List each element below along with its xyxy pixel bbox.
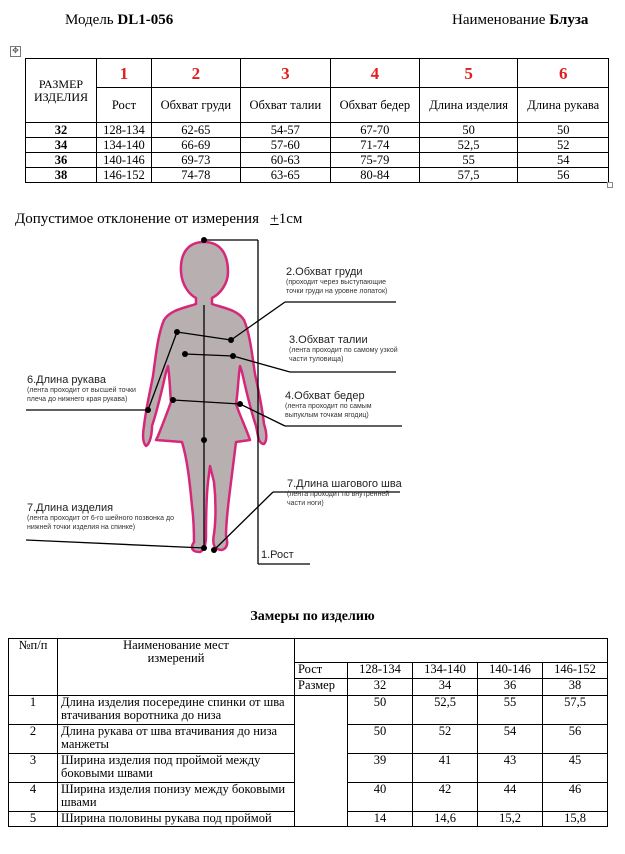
value-cell: 75-79: [330, 153, 419, 168]
tolerance-text: Допустимое отклонение от измерения: [15, 211, 259, 227]
height-value: 146-152: [543, 662, 608, 679]
height-value: 140-146: [478, 662, 543, 679]
table-row: [26, 138, 609, 153]
value-cell: 146-152: [97, 168, 152, 183]
value-cell: 52: [518, 138, 609, 153]
column-number: 1: [97, 59, 152, 88]
row-index: 1: [9, 696, 58, 725]
table-row: [9, 696, 608, 725]
value-cell: 66-69: [151, 138, 240, 153]
value-cell: 62-65: [151, 123, 240, 138]
row-value: 57,5: [543, 696, 608, 725]
value-cell: 54-57: [240, 123, 330, 138]
index-header: №п/п: [9, 639, 58, 696]
row-value: 50: [348, 725, 413, 754]
row-value: 14: [348, 812, 413, 827]
size-cell: 32: [26, 123, 97, 138]
height-value: 134-140: [413, 662, 478, 679]
size-cell: 34: [26, 138, 97, 153]
row-value: 45: [543, 754, 608, 783]
column-number: 4: [330, 59, 419, 88]
column-name: Обхват бедер: [330, 88, 419, 123]
label-sleeve-length: [27, 374, 149, 404]
label-title: 6.Длина рукава: [27, 374, 106, 386]
value-cell: 50: [518, 123, 609, 138]
value-cell: 52,5: [419, 138, 518, 153]
label-note: (проходит через выступающие точки груди на уровне лопаток): [286, 279, 388, 295]
label-height: [261, 549, 294, 561]
row-value: 15,2: [478, 812, 543, 827]
value-cell: 128-134: [97, 123, 152, 138]
product-name-value: Блуза: [549, 12, 589, 28]
column-number: 6: [518, 59, 609, 88]
value-cell: 56: [518, 168, 609, 183]
product-name-heading: [452, 12, 588, 29]
header-spacer: [295, 639, 608, 663]
size-cell: 38: [26, 168, 97, 183]
value-cell: 74-78: [151, 168, 240, 183]
row-value: 56: [543, 725, 608, 754]
size-column-header: РАЗМЕР ИЗДЕЛИЯ: [26, 59, 97, 123]
model-heading: [65, 12, 173, 29]
size-label: Размер: [295, 679, 348, 696]
row-index: 3: [9, 754, 58, 783]
row-index: 4: [9, 783, 58, 812]
column-name: Обхват талии: [240, 88, 330, 123]
row-value: 43: [478, 754, 543, 783]
name-header-text: Наименование мест измерений: [123, 638, 229, 665]
column-name: Длина изделия: [419, 88, 518, 123]
size-table: [25, 58, 609, 183]
table-move-handle-icon[interactable]: ✥: [10, 46, 21, 57]
measurements-table: [8, 638, 608, 827]
value-cell: 50: [419, 123, 518, 138]
label-title: 2.Обхват груди: [286, 266, 363, 278]
value-cell: 80-84: [330, 168, 419, 183]
column-name: Рост: [97, 88, 152, 123]
tolerance-pm: +: [270, 211, 279, 227]
row-name: Ширина изделия понизу между боковыми швами: [58, 783, 295, 812]
label-title: 1.Рост: [261, 549, 294, 561]
name-header: [58, 639, 295, 696]
value-cell: 140-146: [97, 153, 152, 168]
table-resize-handle[interactable]: [607, 182, 613, 188]
label-note: (лента проходит по самым выпуклым точкам ягодиц): [285, 403, 372, 419]
label-waist: [289, 334, 401, 364]
size-value: 34: [413, 679, 478, 696]
label-garment-length: [27, 502, 197, 532]
height-label: Рост: [295, 662, 348, 679]
height-value: 128-134: [348, 662, 413, 679]
size-value: 32: [348, 679, 413, 696]
label-chest: [286, 266, 401, 296]
row-value: 44: [478, 783, 543, 812]
model-value: DL1-056: [117, 12, 174, 28]
row-value: 55: [478, 696, 543, 725]
label-note: (лента проходит по самому узкой части туловища): [289, 347, 398, 363]
value-cell: 67-70: [330, 123, 419, 138]
value-cell: 54: [518, 153, 609, 168]
row-value: 52,5: [413, 696, 478, 725]
column-name: Длина рукава: [518, 88, 609, 123]
size-cell: 36: [26, 153, 97, 168]
row-name: Длина изделия посередине спинки от шва втачивания воротника до низа: [58, 696, 295, 725]
size-value: 36: [478, 679, 543, 696]
measurements-title: Замеры по изделию: [250, 609, 375, 624]
value-cell: 69-73: [151, 153, 240, 168]
row-value: 39: [348, 754, 413, 783]
label-note: (лента проходит от высшей точки плеча до нижнего края рукава): [27, 387, 136, 403]
row-name: Длина рукава от шва втачивания до низа манжеты: [58, 725, 295, 754]
size-value: 38: [543, 679, 608, 696]
row-value: 52: [413, 725, 478, 754]
row-value: 14,6: [413, 812, 478, 827]
value-cell: 57-60: [240, 138, 330, 153]
row-index: 5: [9, 812, 58, 827]
row-value: 42: [413, 783, 478, 812]
product-name-label: Наименование: [452, 12, 546, 28]
column-name: Обхват груди: [151, 88, 240, 123]
value-cell: 71-74: [330, 138, 419, 153]
label-note: (лента проходит по внутренней части ноги): [287, 491, 390, 507]
row-name: Ширина изделия под проймой между боковыми швами: [58, 754, 295, 783]
row-value: 46: [543, 783, 608, 812]
row-value: 50: [348, 696, 413, 725]
value-cell: 63-65: [240, 168, 330, 183]
label-title: 7.Длина шагового шва: [287, 478, 402, 490]
column-number: 5: [419, 59, 518, 88]
value-cell: 60-63: [240, 153, 330, 168]
value-cell: 55: [419, 153, 518, 168]
row-value: 40: [348, 783, 413, 812]
row-index: 2: [9, 725, 58, 754]
table-row: [26, 168, 609, 183]
tolerance-note: [15, 211, 302, 228]
label-title: 4.Обхват бедер: [285, 390, 365, 402]
tolerance-value: 1см: [278, 211, 303, 227]
value-cell: 134-140: [97, 138, 152, 153]
label-title: 7.Длина изделия: [27, 502, 114, 514]
row-value: 54: [478, 725, 543, 754]
column-number: 2: [151, 59, 240, 88]
model-label: Модель: [65, 12, 114, 28]
row-value: 41: [413, 754, 478, 783]
label-hips: [285, 390, 403, 420]
row-name: Ширина половины рукава под проймой: [58, 812, 295, 827]
label-note: (лента проходит от 6-го шейного позвонка до нижней точки изделия на спинке): [27, 515, 174, 531]
label-inseam: [287, 478, 405, 508]
table-row: [26, 123, 609, 138]
value-cell: 57,5: [419, 168, 518, 183]
table-row: [26, 153, 609, 168]
blank-cell: [295, 696, 348, 827]
column-number: 3: [240, 59, 330, 88]
label-title: 3.Обхват талии: [289, 334, 368, 346]
row-value: 15,8: [543, 812, 608, 827]
